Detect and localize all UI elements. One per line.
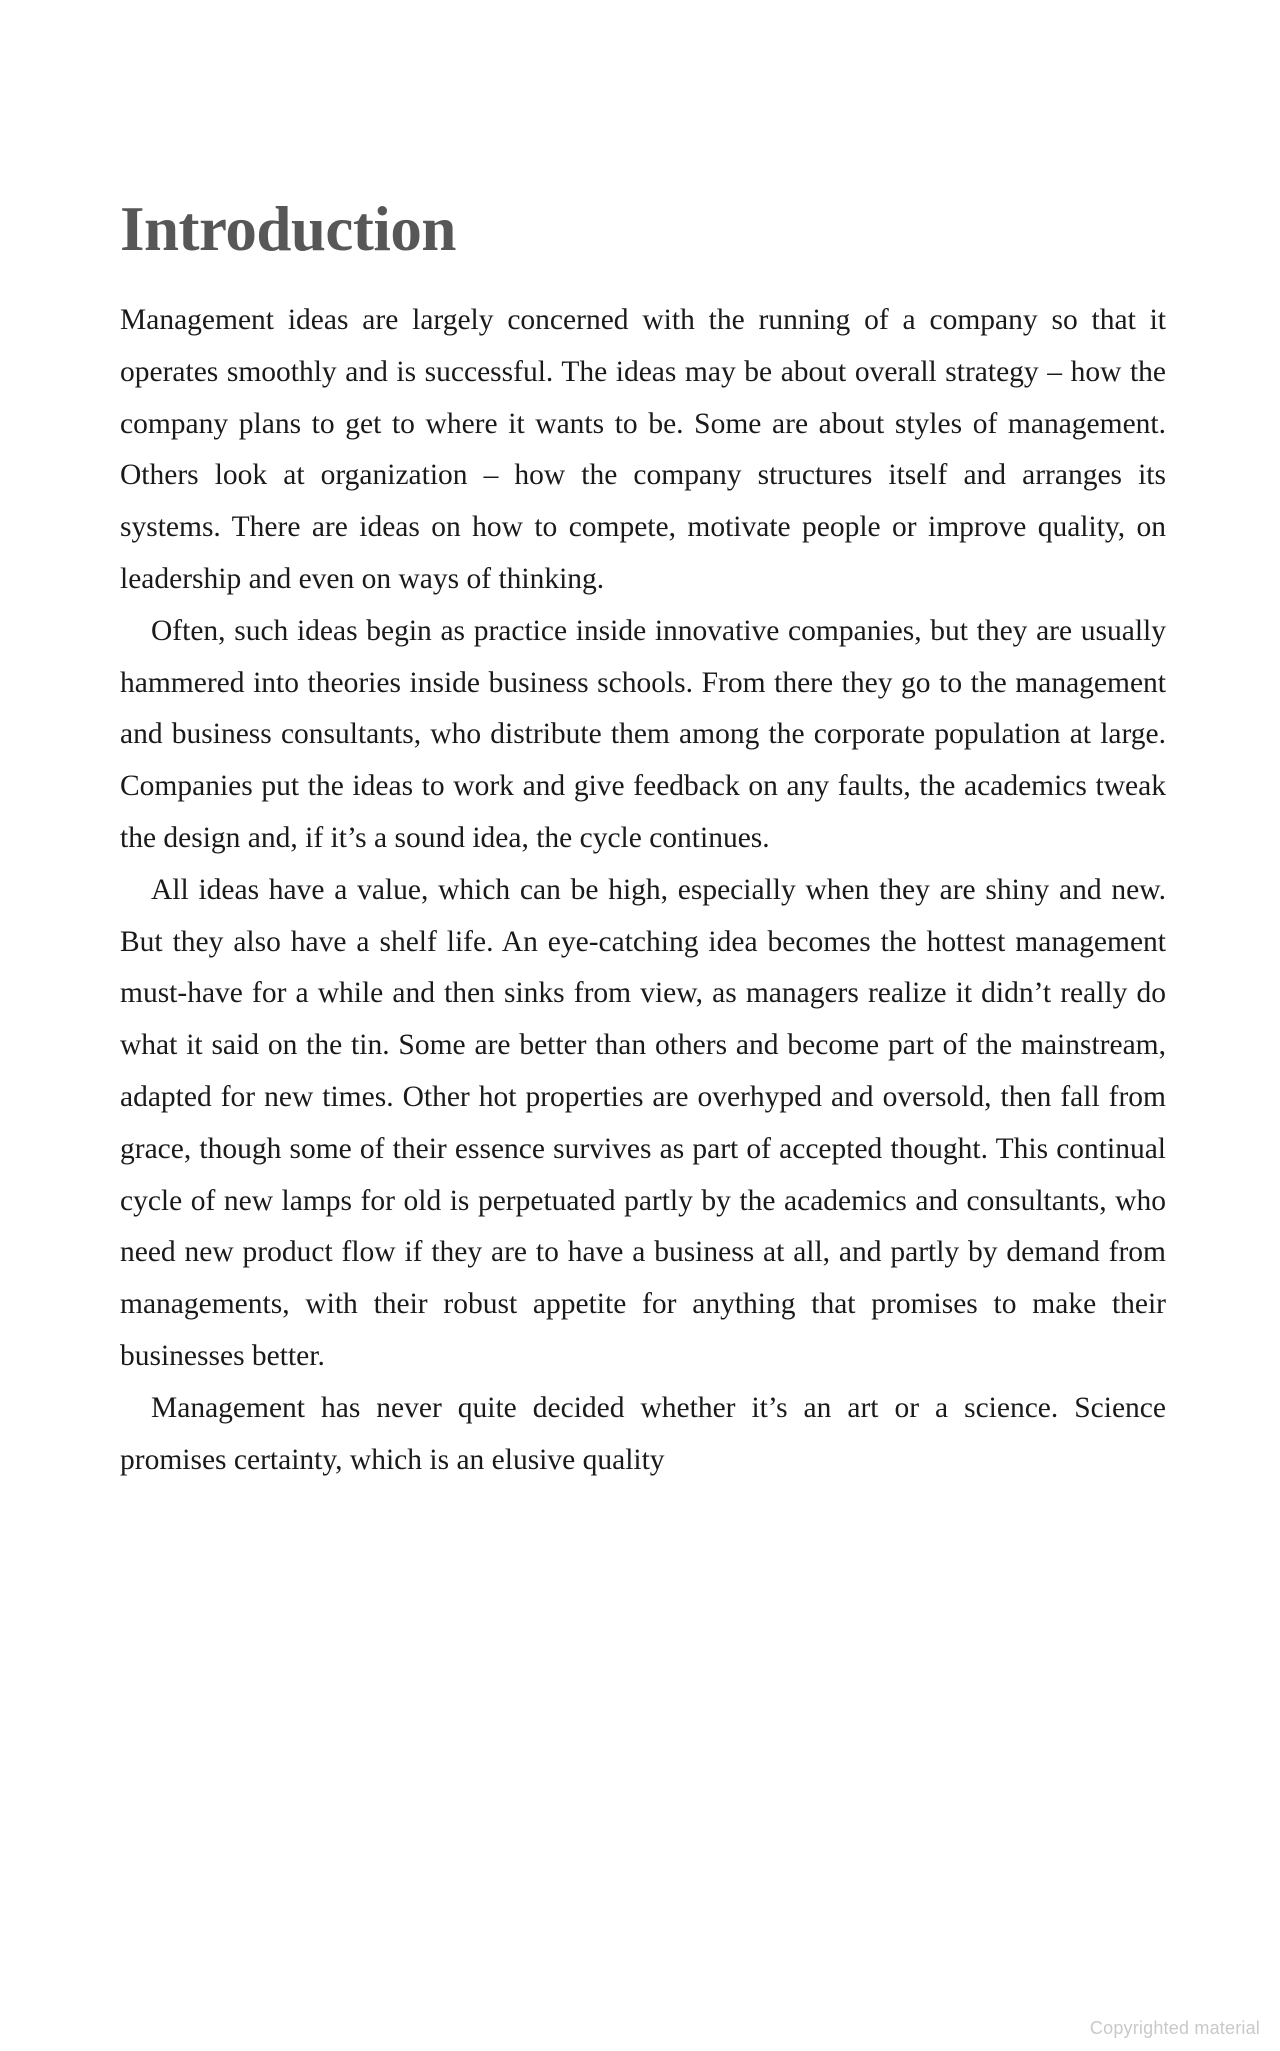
copyright-watermark: Copyrighted material <box>1089 2018 1260 2038</box>
page-title: Introduction <box>120 194 456 264</box>
paragraph-4: Management has never quite decided whether it’s an art or a science. Science promises certainty, which is an elusive quality <box>120 1391 1166 1476</box>
paragraph-3: All ideas have a value, which can be high, especially when they are shiny and new. But they also have a shelf life. An eye-catching idea becomes the hottest management must-have for a while and then sinks from view, as managers realize it didn’t really do what it said on the tin. Some are better than others and become part of the mainstream, adapted for new times. Other hot properties are overhyped and oversold, then fall from grace, though some of their essence survives as part of accepted thought. This continual cycle of new lamps for old is perpetuated partly by the academics and consultants, who need new product flow if they are to have a business at all, and partly by demand from managements, with their robust appetite for anything that promises to make their businesses better. <box>120 873 1166 1372</box>
paragraph-2: Often, such ideas begin as practice inside innovative companies, but they are usually hammered into theories inside business schools. From there they go to the management and business consultants, who distribute them among the corporate population at large. Companies put the ideas to work and give feedback on any faults, the academics tweak the design and, if it’s a sound idea, the cycle continues. <box>120 614 1166 854</box>
paragraph-1: Management ideas are largely concerned with the running of a company so that it operates smoothly and is successful. The ideas may be about overall strategy – how the company plans to get to where it wants to be. Some are about styles of management. Others look at organization – how the company structures itself and arranges its systems. There are ideas on how to compete, motivate people or improve quality, on leadership and even on ways of thinking. <box>120 304 1166 595</box>
page-content <box>120 0 1166 1486</box>
